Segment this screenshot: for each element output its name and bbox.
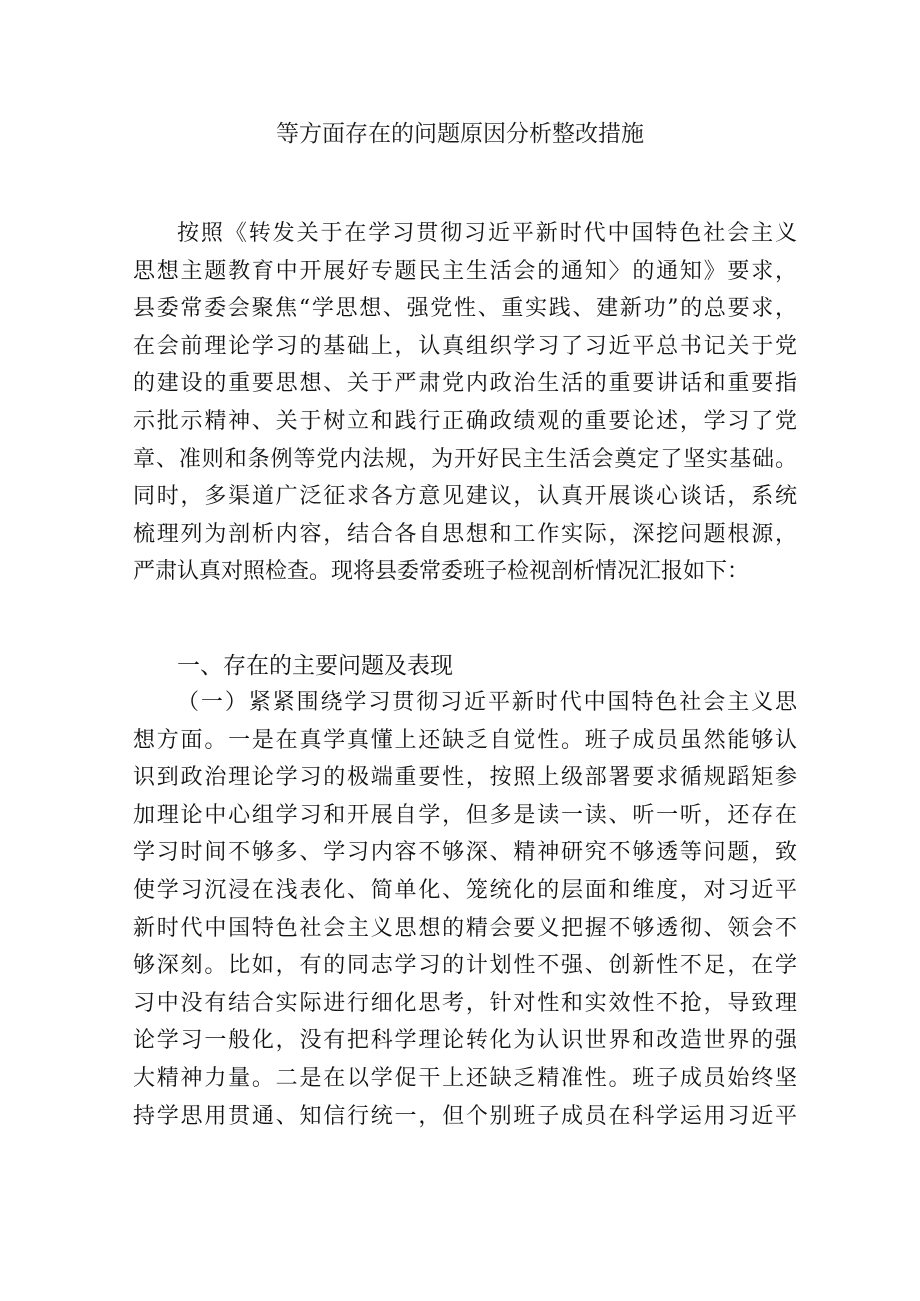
paragraph-line: 使学习沉浸在浅表化、简单化、笼统化的层面和维度，对习近平 [133,877,797,903]
paragraph-line: 章、准则和条例等党内法规，为开好民主生活会奠定了坚实基础。 [133,446,797,472]
paragraph-line: 加理论中心组学习和开展自学，但多是读一读、听一听，还存在 [133,802,797,828]
paragraph-line: 在会前理论学习的基础上，认真组织学习了习近平总书记关于党 [133,333,797,359]
paragraph-line: 持学思用贯通、知信行统一，但个别班子成员在科学运用习近平 [133,1103,797,1129]
paragraph-line: 想方面。一是在真学真懂上还缺乏自觉性。班子成员虽然能够认 [133,727,797,753]
paragraph-line: 学习时间不够多、学习内容不够深、精神研究不够透等问题，致 [133,840,797,866]
paragraph-line: 县委常委会聚焦“学思想、强党性、重实践、建新功”的总要求， [133,296,797,322]
paragraph-line: 识到政治理论学习的极端重要性，按照上级部署要求循规蹈矩参 [133,765,797,791]
intro-paragraph [133,215,797,591]
paragraph-line: 思想主题教育中开展好专题民主生活会的通知〉的通知》要求， [133,258,797,284]
paragraph-line: 同时，多渠道广泛征求各方意见建议，认真开展谈心谈话，系统 [133,484,797,510]
document-title: 等方面存在的问题原因分析整改措施 [276,121,644,147]
section-paragraph [133,684,797,1135]
paragraph-line: 梳理列为剖析内容，结合各自思想和工作实际，深挖问题根源， [133,521,797,547]
paragraph-line: 新时代中国特色社会主义思想的精会要义把握不够透彻、领会不 [133,915,797,941]
paragraph-line: 按照《转发关于在学习贯彻习近平新时代中国特色社会主义 [177,221,797,246]
paragraph-line: 够深刻。比如，有的同志学习的计划性不强、创新性不足，在学 [133,953,797,979]
paragraph-line: 的建设的重要思想、关于严肃党内政治生活的重要讲话和重要指 [133,371,797,397]
paragraph-line: 习中没有结合实际进行细化思考，针对性和实效性不抢，导致理 [133,990,797,1016]
paragraph-line: 大精神力量。二是在以学促干上还缺乏精准性。班子成员始终坚 [133,1065,797,1091]
paragraph-line: 严肃认真对照检查。现将县委常委班子检视剖析情况汇报如下： [133,559,750,585]
section-heading: 一、存在的主要问题及表现 [177,653,453,679]
paragraph-line: 示批示精神、关于树立和践行正确政绩观的重要论述，学习了党 [133,408,797,434]
paragraph-line: （一）紧紧围绕学习贯彻习近平新时代中国特色社会主义思 [177,690,797,715]
paragraph-line: 论学习一般化，没有把科学理论转化为认识世界和改造世界的强 [133,1028,797,1054]
